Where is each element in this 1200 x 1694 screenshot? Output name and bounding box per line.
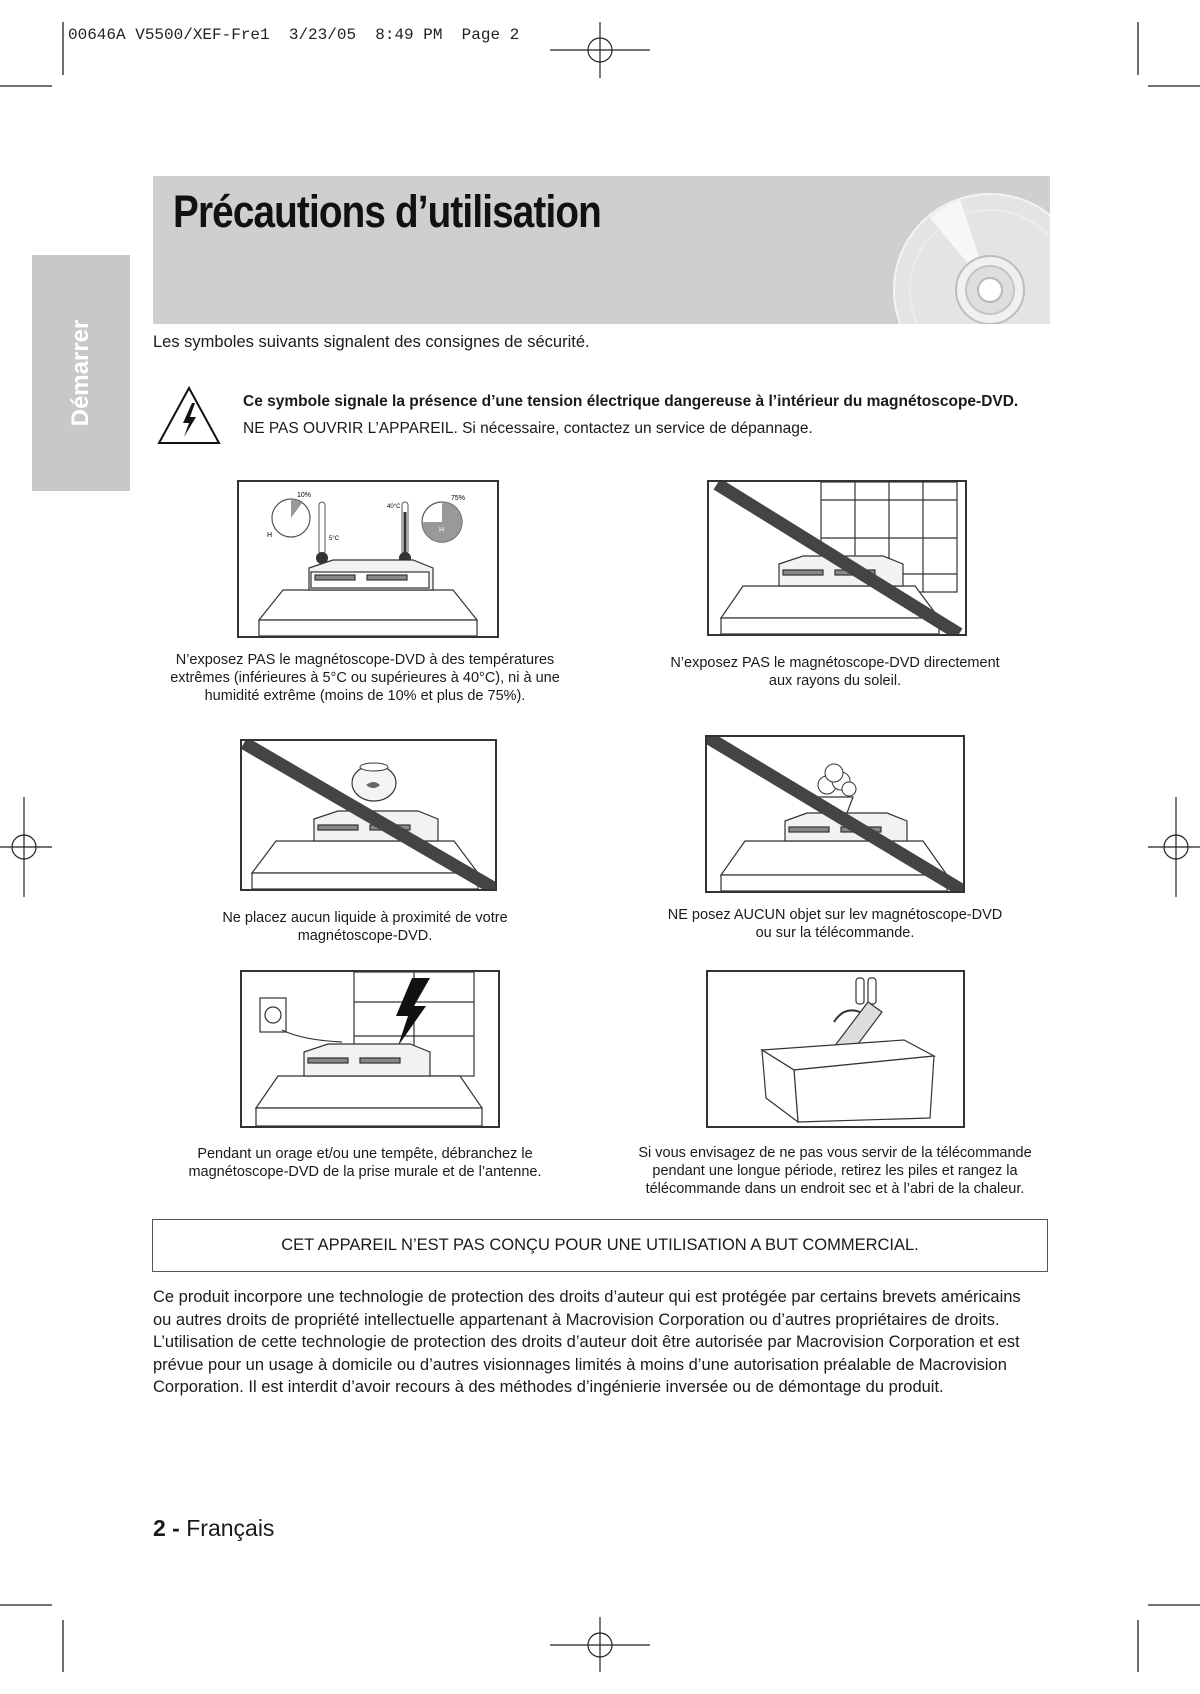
thermometer-low-icon: [316, 502, 340, 564]
caption-remote: [610, 1144, 1060, 1198]
temp-high-label: 40°C: [387, 504, 401, 510]
caption-line: aux rayons du soleil.: [768, 673, 902, 689]
caption-line: magnétoscope-DVD.: [297, 928, 433, 944]
humidity-h-left: H: [267, 532, 273, 539]
side-tab-label: Démarrer: [67, 319, 94, 427]
notice-text: CET APPAREIL N’EST PAS CONÇU POUR UNE UTILISATION A BUT COMMERCIAL.: [281, 1236, 919, 1254]
humidity-high-label: 75%: [451, 495, 466, 502]
page-header: [153, 176, 1050, 324]
caption-line: ou sur la télécommande.: [755, 925, 915, 941]
legal-line: Ce produit incorpore une technologie de protection des droits d’auteur qui est protégée par certains brevets américains: [153, 1288, 1021, 1306]
caption-line: magnétoscope-DVD de la prise murale et de l’antenne.: [188, 1164, 542, 1180]
legal-line: ou autres droits de propriété intellectuelle appartenant à Macrovision Corporation ou d’autres propriétaires de droits.: [153, 1310, 1000, 1329]
legal-line: Corporation. Il est interdit d’avoir recours à des méthodes d’ingénierie inversée ou de démontage du produit.: [153, 1378, 944, 1397]
caption-line: Pendant un orage et/ou une tempête, débranchez le: [197, 1146, 533, 1162]
battery-icon: [856, 978, 876, 1004]
side-tab: [32, 255, 130, 491]
caption-line: N’exposez PAS le magnétoscope-DVD directement: [670, 655, 1000, 671]
illustration-storm: [240, 970, 500, 1128]
warning-bold-text: Ce symbole signale la présence d’une tension électrique dangereuse à l’intérieur du magnétoscope-DVD.: [243, 393, 1019, 410]
box-icon: [762, 1040, 934, 1122]
caption-temperature: [140, 651, 590, 705]
registration-mark-right: [1148, 797, 1200, 897]
intro-text: Les symboles suivants signalent des consignes de sécurité.: [153, 333, 590, 351]
caption-line: Si vous envisagez de ne pas vous servir de la télécommande: [638, 1145, 1032, 1161]
page-title: Précautions d’utilisation: [173, 186, 601, 237]
illustration-remote-batteries: [706, 970, 965, 1128]
illustration-sunlight: [707, 480, 967, 636]
thermometer-high-icon: [387, 502, 411, 564]
high-voltage-warning-icon: [156, 385, 222, 447]
caption-objects: [610, 906, 1060, 942]
caption-line: N’exposez PAS le magnétoscope-DVD à des températures: [175, 652, 555, 668]
caption-sunlight: [610, 654, 1060, 690]
warning-plain-text: NE PAS OUVRIR L’APPAREIL. Si nécessaire, contactez un service de dépannage.: [243, 420, 813, 437]
fishbowl-icon: [352, 763, 396, 801]
legal-line: prévue pour un usage à domicile ou d’autres visionnages limités à moins d’une autorisation préalable de Macrovision: [153, 1355, 1007, 1374]
caption-line: humidité extrême (moins de 10% et plus de 75%).: [204, 688, 526, 704]
caption-liquid: [140, 909, 590, 945]
humidity-h-right: H: [439, 527, 445, 534]
wall-outlet-icon: [260, 998, 342, 1042]
page-footer: [153, 1515, 274, 1542]
footer-language: Français: [186, 1515, 275, 1541]
humidity-gauge-low-icon: [267, 492, 311, 539]
legal-line: L’utilisation de cette technologie de protection des droits d’auteur doit être autorisée par Macrovision Corporation et est: [153, 1333, 1020, 1352]
caption-line: NE posez AUCUN objet sur lev magnétoscope-DVD: [667, 907, 1003, 923]
illustration-liquid: [240, 739, 497, 891]
caption-line: pendant une longue période, retirez les piles et rangez la: [652, 1163, 1018, 1179]
macrovision-notice: [153, 1286, 1053, 1399]
print-slug: 00646A V5500/XEF-Fre1 3/23/05 8:49 PM Page 2: [68, 26, 520, 44]
humidity-low-label: 10%: [297, 492, 312, 499]
humidity-gauge-high-icon: [422, 495, 465, 542]
registration-mark-top: [550, 22, 650, 78]
commercial-use-notice: [152, 1219, 1048, 1272]
caption-line: Ne placez aucun liquide à proximité de votre: [222, 910, 508, 926]
registration-mark-left: [0, 797, 52, 897]
illustration-objects: [705, 735, 965, 893]
disc-icon: [890, 190, 1050, 324]
caption-storm: [140, 1145, 590, 1181]
caption-line: extrêmes (inférieures à 5°C ou supérieures à 40°C), ni à une: [170, 670, 560, 686]
registration-mark-bottom: [550, 1617, 650, 1672]
page-number: 2 -: [153, 1515, 180, 1541]
illustration-temperature-humidity: [237, 480, 499, 638]
caption-line: télécommande dans un endroit sec et à l’abri de la chaleur.: [645, 1181, 1025, 1197]
temp-low-label: 5°C: [329, 536, 340, 542]
